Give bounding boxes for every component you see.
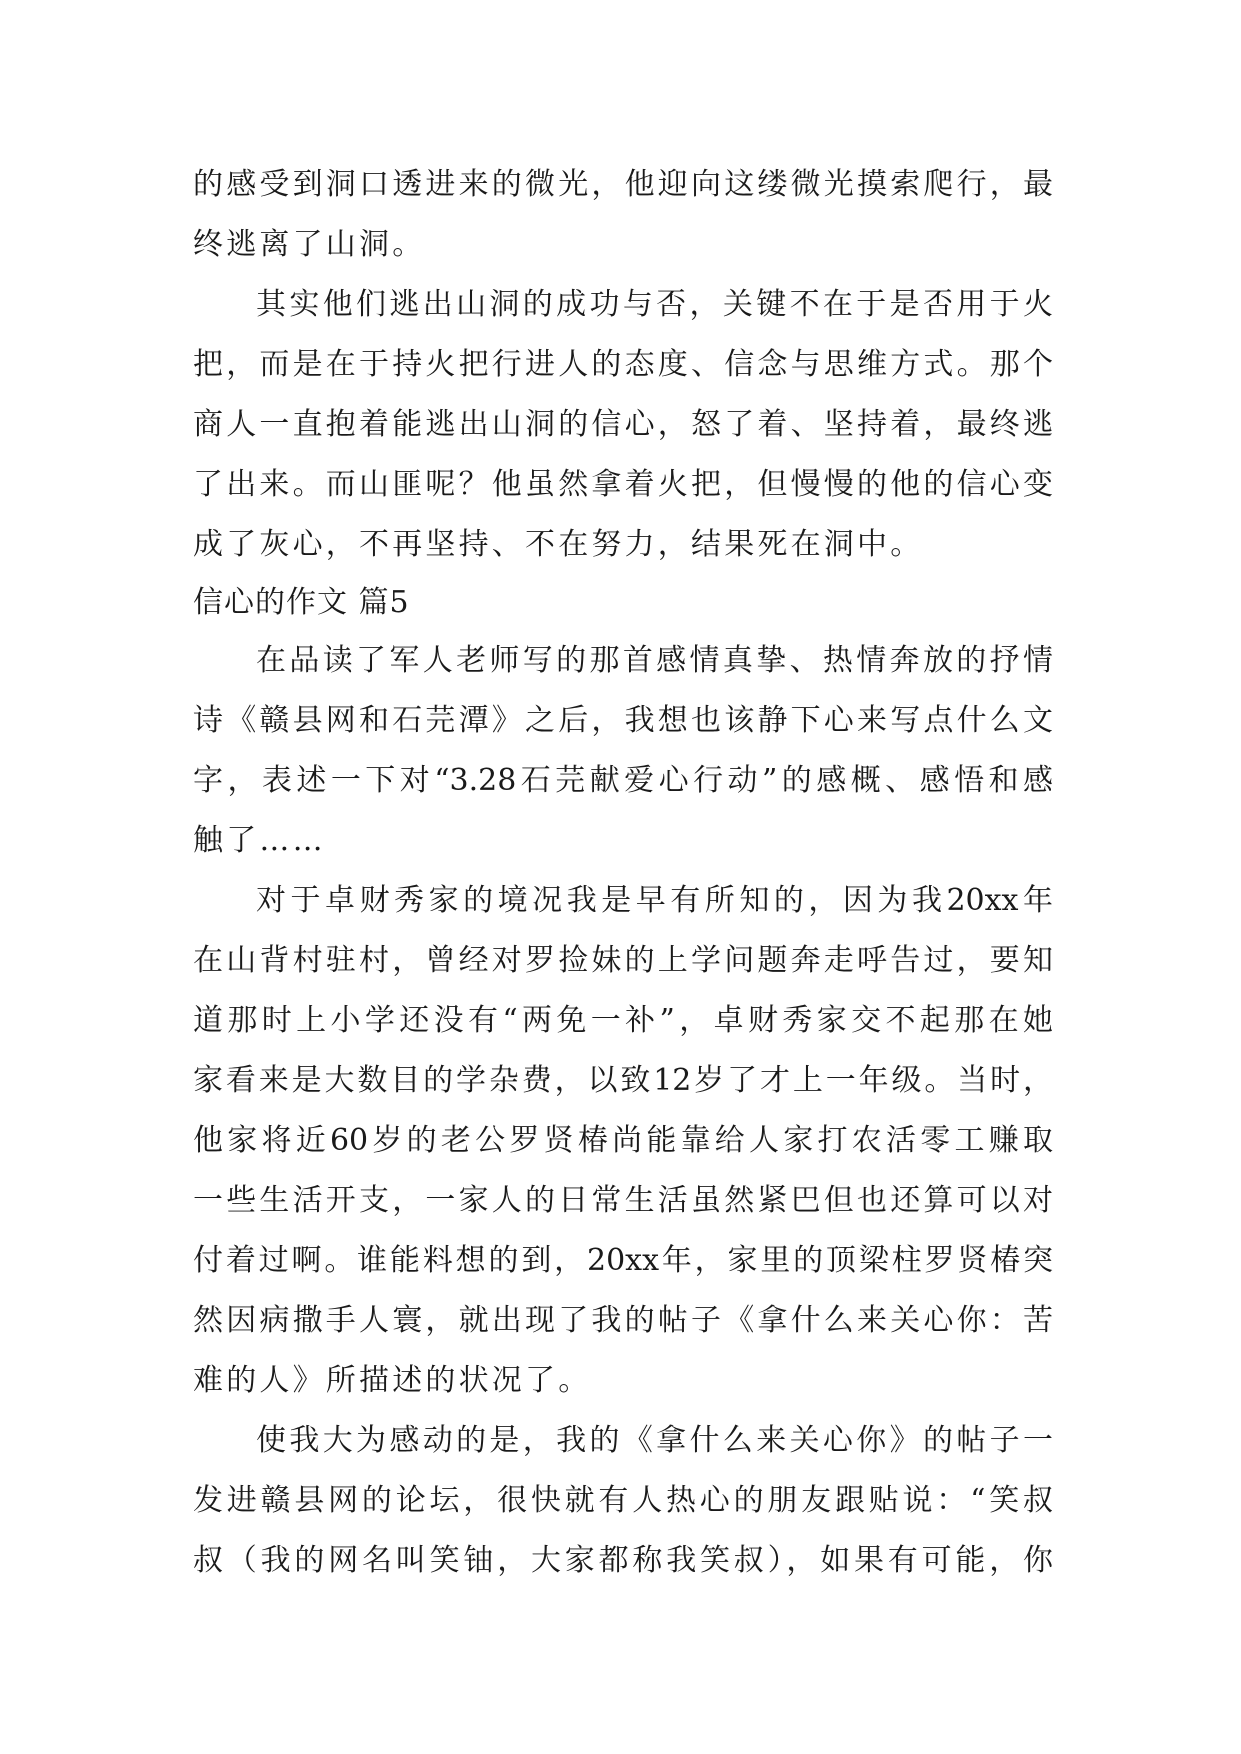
paragraph [193,1411,1053,1591]
text-line: 终逃离了山洞。 [193,227,426,262]
text-line: 了出来。而山匪呢？他虽然拿着火把，但慢慢的他的信心变 [193,467,1053,502]
text-line: 其实他们逃出山洞的成功与否，关键不在于是否用于火 [256,287,1053,322]
text-line: 的感受到洞口透进来的微光，他迎向这缕微光摸索爬行，最 [193,167,1053,202]
document-body [193,155,1053,1591]
text-line: 触了…… [193,823,326,858]
text-line: 难的人》所描述的状况了。 [193,1363,592,1398]
text-line: 成了灰心，不再坚持、不在努力，结果死在洞中。 [193,527,924,562]
text-line: 把，而是在于持火把行进人的态度、信念与思维方式。那个 [193,347,1053,382]
text-line: 诗《赣县网和石芫潭》之后，我想也该静下心来写点什么文 [193,703,1053,738]
text-line: 道那时上小学还没有“两免一补”，卓财秀家交不起那在她 [193,1003,1053,1038]
text-line: 发进赣县网的论坛，很快就有人热心的朋友跟贴说：“笑叔 [193,1483,1053,1518]
text-line: 家看来是大数目的学杂费，以致12岁了才上一年级。当时， [193,1063,1053,1098]
text-line: 在山背村驻村，曾经对罗捡妹的上学问题奔走呼告过，要知 [193,943,1053,978]
paragraph [193,871,1053,1411]
text-line: 付着过啊。谁能料想的到，20xx年，家里的顶梁柱罗贤椿突 [193,1243,1053,1278]
text-line: 使我大为感动的是，我的《拿什么来关心你》的帖子一 [256,1423,1053,1458]
paragraph [193,155,1053,275]
text-line: 叔（我的网名叫笑铀，大家都称我笑叔），如果有可能，你 [193,1543,1053,1578]
text-line: 一些生活开支，一家人的日常生活虽然紧巴但也还算可以对 [193,1183,1053,1218]
paragraph [193,631,1053,871]
text-line: 然因病撒手人寰，就出现了我的帖子《拿什么来关心你：苦 [193,1303,1053,1338]
section-heading: 信心的作文 篇5 [193,585,410,620]
paragraph [193,275,1053,575]
text-line: 在品读了军人老师写的那首感情真挚、热情奔放的抒情 [256,643,1053,678]
text-line: 字，表述一下对“3.28石芫献爱心行动”的感概、感悟和感 [193,763,1053,798]
text-line: 对于卓财秀家的境况我是早有所知的，因为我20xx年 [256,883,1053,918]
text-line: 商人一直抱着能逃出山洞的信心，怒了着、坚持着，最终逃 [193,407,1053,442]
text-line: 他家将近60岁的老公罗贤椿尚能靠给人家打农活零工赚取 [193,1123,1053,1158]
